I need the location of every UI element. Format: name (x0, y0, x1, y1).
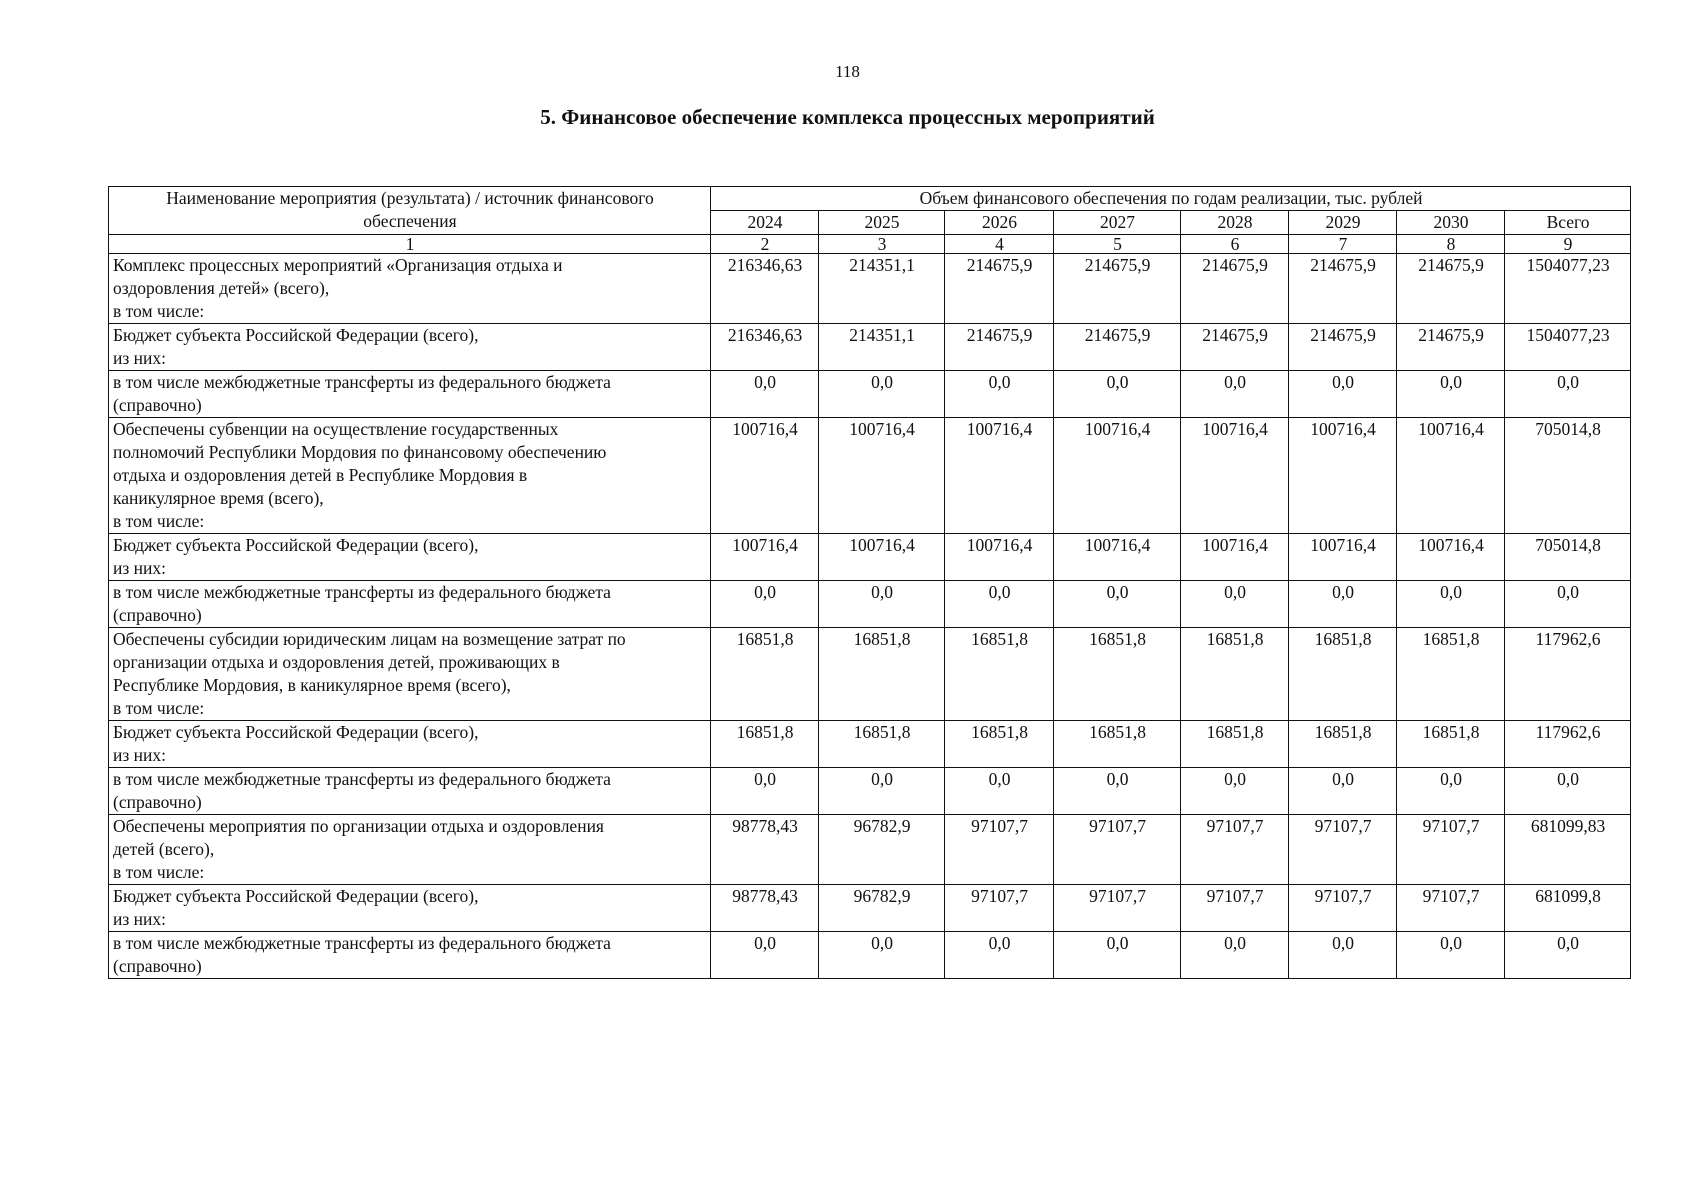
row-total-cell: 705014,8 (1505, 418, 1631, 534)
row-value-cell: 97107,7 (945, 885, 1054, 932)
row-value-cell: 0,0 (1397, 768, 1505, 815)
row-name-line: в том числе межбюджетные трансферты из федерального бюджета (113, 372, 611, 392)
row-value-cell: 216346,63 (711, 324, 819, 371)
row-value-cell: 97107,7 (1289, 885, 1397, 932)
row-name-line: из них: (113, 558, 166, 578)
row-total-cell: 117962,6 (1505, 721, 1631, 768)
row-name-line: (справочно) (113, 792, 202, 812)
row-name-cell (109, 885, 711, 932)
row-name-cell (109, 768, 711, 815)
row-value-cell: 0,0 (1181, 768, 1289, 815)
row-name-line: каникулярное время (всего), (113, 488, 324, 508)
table-row (109, 324, 1631, 371)
header-group-cell: Объем финансового обеспечения по годам реализации, тыс. рублей (711, 187, 1631, 211)
row-value-cell: 0,0 (711, 581, 819, 628)
row-value-cell: 100716,4 (711, 418, 819, 534)
row-total-cell: 0,0 (1505, 371, 1631, 418)
row-name-line: Бюджет субъекта Российской Федерации (всего), (113, 535, 479, 555)
row-value-cell: 97107,7 (1054, 885, 1181, 932)
row-name-cell (109, 581, 711, 628)
row-value-cell: 214675,9 (945, 324, 1054, 371)
row-name-line: Обеспечены субвенции на осуществление государственных (113, 419, 559, 439)
row-value-cell: 100716,4 (711, 534, 819, 581)
row-total-cell: 117962,6 (1505, 628, 1631, 721)
row-value-cell: 97107,7 (945, 815, 1054, 885)
column-number-cell: 6 (1181, 235, 1289, 254)
row-value-cell: 214675,9 (1054, 324, 1181, 371)
row-value-cell: 16851,8 (1181, 628, 1289, 721)
row-total-cell: 0,0 (1505, 581, 1631, 628)
row-name-line: Обеспечены мероприятия по организации отдыха и оздоровления (113, 816, 604, 836)
row-name-line: в том числе межбюджетные трансферты из федерального бюджета (113, 582, 611, 602)
row-value-cell: 0,0 (945, 768, 1054, 815)
table-row (109, 581, 1631, 628)
row-name-line: из них: (113, 909, 166, 929)
row-value-cell: 96782,9 (819, 815, 945, 885)
row-value-cell: 0,0 (1054, 581, 1181, 628)
row-value-cell: 16851,8 (1289, 721, 1397, 768)
row-value-cell: 100716,4 (1397, 418, 1505, 534)
row-value-cell: 0,0 (711, 768, 819, 815)
row-value-cell: 16851,8 (711, 628, 819, 721)
row-value-cell: 98778,43 (711, 885, 819, 932)
row-value-cell: 16851,8 (1397, 628, 1505, 721)
row-value-cell: 214675,9 (1397, 254, 1505, 324)
row-value-cell: 0,0 (1181, 371, 1289, 418)
row-name-line: Комплекс процессных мероприятий «Организация отдыха и (113, 255, 563, 275)
row-total-cell: 681099,83 (1505, 815, 1631, 885)
table-row (109, 885, 1631, 932)
table-row (109, 721, 1631, 768)
row-value-cell: 100716,4 (819, 534, 945, 581)
row-name-cell (109, 254, 711, 324)
row-value-cell: 0,0 (1289, 932, 1397, 979)
header-name-line: Наименование мероприятия (результата) / источник финансового (166, 188, 654, 208)
year-header-cell: 2026 (945, 211, 1054, 235)
row-value-cell: 0,0 (945, 581, 1054, 628)
total-header-cell: Всего (1505, 211, 1631, 235)
row-name-line: оздоровления детей» (всего), (113, 278, 330, 298)
row-value-cell: 100716,4 (819, 418, 945, 534)
row-value-cell: 0,0 (1289, 581, 1397, 628)
table-row (109, 254, 1631, 324)
row-value-cell: 214675,9 (1397, 324, 1505, 371)
row-name-line: полномочий Республики Мордовия по финансовому обеспечению (113, 442, 607, 462)
row-value-cell: 214675,9 (1289, 254, 1397, 324)
row-name-line: из них: (113, 348, 166, 368)
header-name-line: обеспечения (363, 211, 457, 231)
row-value-cell: 16851,8 (1181, 721, 1289, 768)
row-value-cell: 0,0 (1397, 581, 1505, 628)
row-name-line: Бюджет субъекта Российской Федерации (всего), (113, 886, 479, 906)
table-row (109, 768, 1631, 815)
row-name-line: детей (всего), (113, 839, 215, 859)
row-value-cell: 0,0 (1289, 371, 1397, 418)
row-value-cell: 0,0 (1054, 768, 1181, 815)
row-value-cell: 100716,4 (945, 418, 1054, 534)
row-name-cell (109, 628, 711, 721)
column-number-cell: 8 (1397, 235, 1505, 254)
row-value-cell: 214675,9 (1054, 254, 1181, 324)
row-value-cell: 0,0 (819, 932, 945, 979)
row-name-line: в том числе межбюджетные трансферты из федерального бюджета (113, 933, 611, 953)
row-name-cell (109, 534, 711, 581)
row-value-cell: 0,0 (819, 581, 945, 628)
page-title: 5. Финансовое обеспечение комплекса процессных мероприятий (540, 105, 1155, 129)
row-name-line: в том числе: (113, 862, 205, 882)
row-value-cell: 0,0 (945, 371, 1054, 418)
table-row (109, 932, 1631, 979)
row-name-line: (справочно) (113, 395, 202, 415)
row-value-cell: 100716,4 (1181, 418, 1289, 534)
year-header-cell: 2025 (819, 211, 945, 235)
column-number-cell: 3 (819, 235, 945, 254)
row-value-cell: 0,0 (1397, 371, 1505, 418)
table-row (109, 815, 1631, 885)
row-value-cell: 214351,1 (819, 254, 945, 324)
row-value-cell: 97107,7 (1181, 885, 1289, 932)
row-value-cell: 100716,4 (1289, 534, 1397, 581)
row-value-cell: 214675,9 (1181, 324, 1289, 371)
row-name-line: организации отдыха и оздоровления детей, проживающих в (113, 652, 560, 672)
row-value-cell: 100716,4 (1181, 534, 1289, 581)
row-value-cell: 16851,8 (819, 628, 945, 721)
row-name-line: Бюджет субъекта Российской Федерации (всего), (113, 325, 479, 345)
row-value-cell: 214675,9 (1181, 254, 1289, 324)
column-number-cell: 2 (711, 235, 819, 254)
page-number: 118 (835, 62, 860, 81)
table-row (109, 628, 1631, 721)
table-row (109, 371, 1631, 418)
row-value-cell: 16851,8 (945, 721, 1054, 768)
row-value-cell: 0,0 (819, 768, 945, 815)
column-number-cell: 1 (109, 235, 711, 254)
row-name-cell (109, 815, 711, 885)
row-name-cell (109, 371, 711, 418)
column-number-cell: 7 (1289, 235, 1397, 254)
row-value-cell: 97107,7 (1181, 815, 1289, 885)
row-value-cell: 16851,8 (711, 721, 819, 768)
row-value-cell: 16851,8 (1397, 721, 1505, 768)
column-number-cell: 5 (1054, 235, 1181, 254)
row-name-line: Бюджет субъекта Российской Федерации (всего), (113, 722, 479, 742)
row-value-cell: 214675,9 (1289, 324, 1397, 371)
row-value-cell: 0,0 (711, 371, 819, 418)
row-value-cell: 16851,8 (945, 628, 1054, 721)
row-value-cell: 100716,4 (1289, 418, 1397, 534)
row-value-cell: 97107,7 (1289, 815, 1397, 885)
row-value-cell: 0,0 (1054, 371, 1181, 418)
row-total-cell: 705014,8 (1505, 534, 1631, 581)
row-name-cell (109, 324, 711, 371)
row-value-cell: 0,0 (1181, 581, 1289, 628)
row-value-cell: 100716,4 (1397, 534, 1505, 581)
row-value-cell: 0,0 (1054, 932, 1181, 979)
row-value-cell: 97107,7 (1397, 815, 1505, 885)
row-value-cell: 0,0 (819, 371, 945, 418)
row-name-line: в том числе: (113, 511, 205, 531)
row-value-cell: 0,0 (1397, 932, 1505, 979)
row-name-line: Обеспечены субсидии юридическим лицам на возмещение затрат по (113, 629, 626, 649)
row-value-cell: 216346,63 (711, 254, 819, 324)
table-row (109, 418, 1631, 534)
year-header-cell: 2027 (1054, 211, 1181, 235)
row-name-line: в том числе: (113, 301, 205, 321)
row-name-line: из них: (113, 745, 166, 765)
row-name-cell (109, 932, 711, 979)
row-total-cell: 1504077,23 (1505, 324, 1631, 371)
row-name-line: в том числе межбюджетные трансферты из федерального бюджета (113, 769, 611, 789)
row-value-cell: 100716,4 (1054, 418, 1181, 534)
row-value-cell: 100716,4 (945, 534, 1054, 581)
row-name-cell (109, 721, 711, 768)
year-header-cell: 2028 (1181, 211, 1289, 235)
row-value-cell: 98778,43 (711, 815, 819, 885)
financing-table (108, 186, 1631, 979)
row-value-cell: 214675,9 (945, 254, 1054, 324)
row-value-cell: 0,0 (1181, 932, 1289, 979)
row-value-cell: 16851,8 (1054, 721, 1181, 768)
row-value-cell: 96782,9 (819, 885, 945, 932)
row-value-cell: 214351,1 (819, 324, 945, 371)
row-name-line: (справочно) (113, 605, 202, 625)
row-name-line: отдыха и оздоровления детей в Республике Мордовия в (113, 465, 528, 485)
row-name-cell (109, 418, 711, 534)
row-name-line: в том числе: (113, 698, 205, 718)
row-name-line: (справочно) (113, 956, 202, 976)
year-header-cell: 2030 (1397, 211, 1505, 235)
row-value-cell: 16851,8 (1289, 628, 1397, 721)
year-header-cell: 2024 (711, 211, 819, 235)
row-value-cell: 0,0 (711, 932, 819, 979)
row-value-cell: 16851,8 (819, 721, 945, 768)
row-total-cell: 0,0 (1505, 932, 1631, 979)
row-total-cell: 0,0 (1505, 768, 1631, 815)
row-value-cell: 97107,7 (1397, 885, 1505, 932)
year-header-cell: 2029 (1289, 211, 1397, 235)
column-number-cell: 9 (1505, 235, 1631, 254)
row-value-cell: 97107,7 (1054, 815, 1181, 885)
row-total-cell: 1504077,23 (1505, 254, 1631, 324)
row-value-cell: 0,0 (1289, 768, 1397, 815)
column-number-row (109, 235, 1631, 254)
row-value-cell: 100716,4 (1054, 534, 1181, 581)
row-value-cell: 16851,8 (1054, 628, 1181, 721)
table-row (109, 534, 1631, 581)
row-total-cell: 681099,8 (1505, 885, 1631, 932)
header-name-cell (109, 187, 711, 235)
row-name-line: Республике Мордовия, в каникулярное время (всего), (113, 675, 511, 695)
header-row (109, 187, 1631, 211)
row-value-cell: 0,0 (945, 932, 1054, 979)
column-number-cell: 4 (945, 235, 1054, 254)
